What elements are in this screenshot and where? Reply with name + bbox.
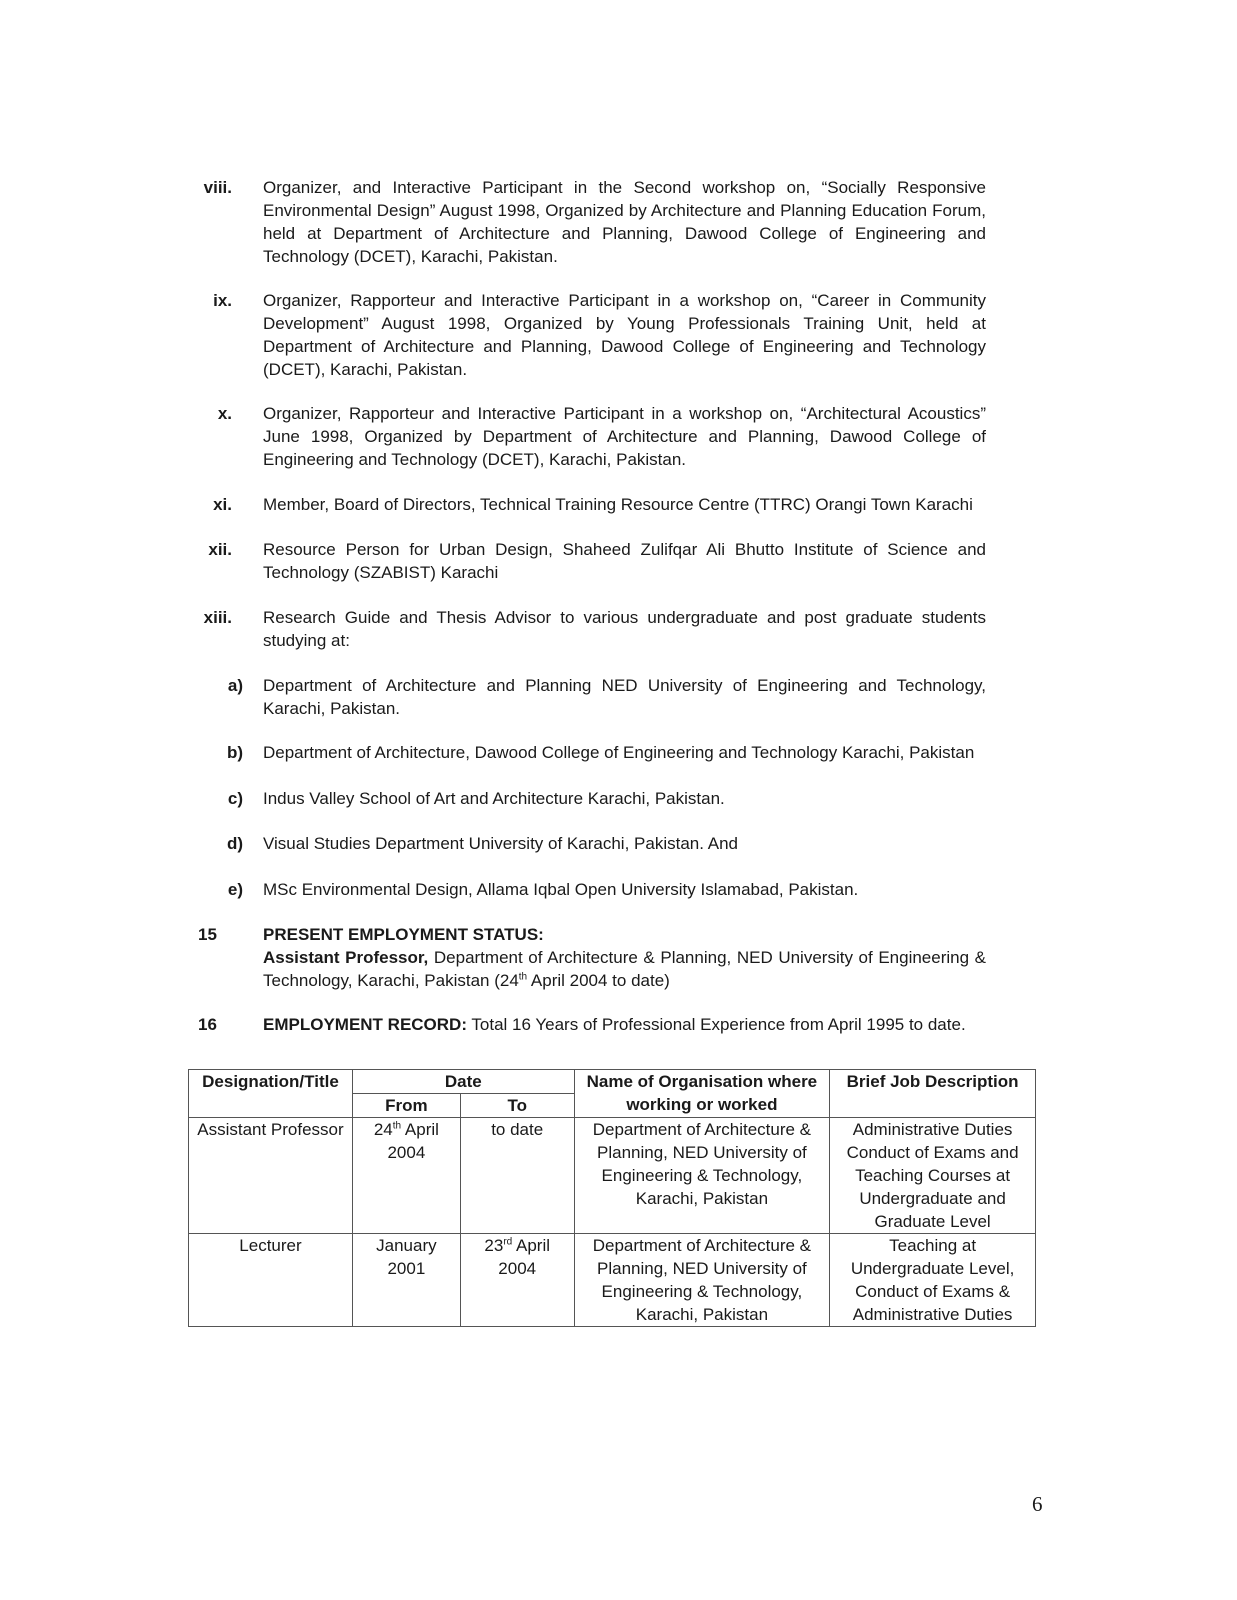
- section-body: Total 16 Years of Professional Experience from April 1995 to date.: [467, 1015, 966, 1034]
- col-date: Date: [352, 1070, 574, 1094]
- sub-item-text: Visual Studies Department University of Karachi, Pakistan. And: [263, 834, 738, 853]
- table-header-row: [189, 1070, 1036, 1094]
- sub-item-text: Department of Architecture and Planning NED University of Engineering and Technology, Karachi, Pakistan.: [263, 676, 986, 718]
- item-text: Organizer, Rapporteur and Interactive Participant in a workshop on, “Career in Community Development” August 1998, Organized by Young Professionals Training Unit, held at Department of Architecture and Planning, Dawood College of Engineering and Technology (DCET), Karachi, Pakistan.: [263, 291, 986, 379]
- section-body: Assistant Professor, Department of Architecture & Planning, NED University of Engineering & Technology, Karachi, Pakistan (24th April 2004 to date): [263, 948, 986, 990]
- item-text: Organizer, Rapporteur and Interactive Participant in a workshop on, “Architectural Acoustics” June 1998, Organized by Department of Architecture and Planning, Dawood College of Engineering and Technology (DCET), Karachi, Pakistan.: [263, 404, 986, 469]
- sub-item-letter: e): [227, 880, 243, 899]
- item-text: Organizer, and Interactive Participant in the Second workshop on, “Socially Responsive Environmental Design” August 1998, Organized by Architecture and Planning Education Forum, held at Department of Architecture and Planning, Dawood College of Engineering and Technology (DCET), Karachi, Pakistan.: [263, 178, 986, 266]
- section-number: 15: [198, 925, 217, 944]
- item-text: Member, Board of Directors, Technical Training Resource Centre (TTRC) Orangi Town Karachi: [263, 495, 973, 514]
- cell-organisation: Department of Architecture & Planning, NED University of Engineering & Technology, Karachi, Pakistan: [574, 1118, 830, 1234]
- cell-designation: Assistant Professor: [189, 1118, 353, 1234]
- section-heading: PRESENT EMPLOYMENT STATUS:: [263, 925, 544, 944]
- col-designation: Designation/Title: [189, 1070, 353, 1118]
- item-number: viii.: [203, 178, 232, 197]
- item-number: xi.: [213, 495, 232, 514]
- col-to: To: [460, 1094, 574, 1118]
- cell-from: January 2001: [352, 1234, 460, 1327]
- item-number: ix.: [213, 291, 232, 310]
- col-description: Brief Job Description: [830, 1070, 1036, 1118]
- sub-item-text: Indus Valley School of Art and Architecture Karachi, Pakistan.: [263, 789, 725, 808]
- item-text: Resource Person for Urban Design, Shaheed Zulifqar Ali Bhutto Institute of Science and Technology (SZABIST) Karachi: [263, 540, 986, 582]
- sub-item-text: MSc Environmental Design, Allama Iqbal Open University Islamabad, Pakistan.: [263, 880, 859, 899]
- sub-item-letter: a): [227, 676, 243, 695]
- section-heading: EMPLOYMENT RECORD:: [263, 1015, 467, 1034]
- col-from: From: [352, 1094, 460, 1118]
- section-number: 16: [198, 1015, 217, 1034]
- table-row: [189, 1118, 1036, 1234]
- table-row: [189, 1234, 1036, 1327]
- sub-item-letter: d): [226, 834, 243, 853]
- cell-description: Administrative Duties Conduct of Exams and Teaching Courses at Undergraduate and Graduate Level: [830, 1118, 1036, 1234]
- cell-from: 24th April 2004: [352, 1118, 460, 1234]
- employment-table: [188, 1069, 1036, 1327]
- item-number: xiii.: [203, 608, 232, 627]
- sub-item-letter: b): [226, 743, 243, 762]
- page-number: 6: [1032, 1492, 1043, 1516]
- position-title: Assistant Professor,: [263, 948, 429, 967]
- item-number: xii.: [208, 540, 232, 559]
- sub-item-letter: c): [227, 789, 243, 808]
- cell-to: 23rd April 2004: [460, 1234, 574, 1327]
- cell-designation: Lecturer: [189, 1234, 353, 1327]
- col-organisation: Name of Organisation where working or worked: [574, 1070, 830, 1118]
- item-text: Research Guide and Thesis Advisor to various undergraduate and post graduate students studying at:: [263, 608, 986, 650]
- cell-organisation: Department of Architecture & Planning, NED University of Engineering & Technology, Karachi, Pakistan: [574, 1234, 830, 1327]
- cell-description: Teaching at Undergraduate Level, Conduct of Exams & Administrative Duties: [830, 1234, 1036, 1327]
- sub-item-text: Department of Architecture, Dawood College of Engineering and Technology Karachi, Pakistan: [263, 743, 975, 762]
- cell-to: to date: [460, 1118, 574, 1234]
- item-number: x.: [217, 404, 232, 423]
